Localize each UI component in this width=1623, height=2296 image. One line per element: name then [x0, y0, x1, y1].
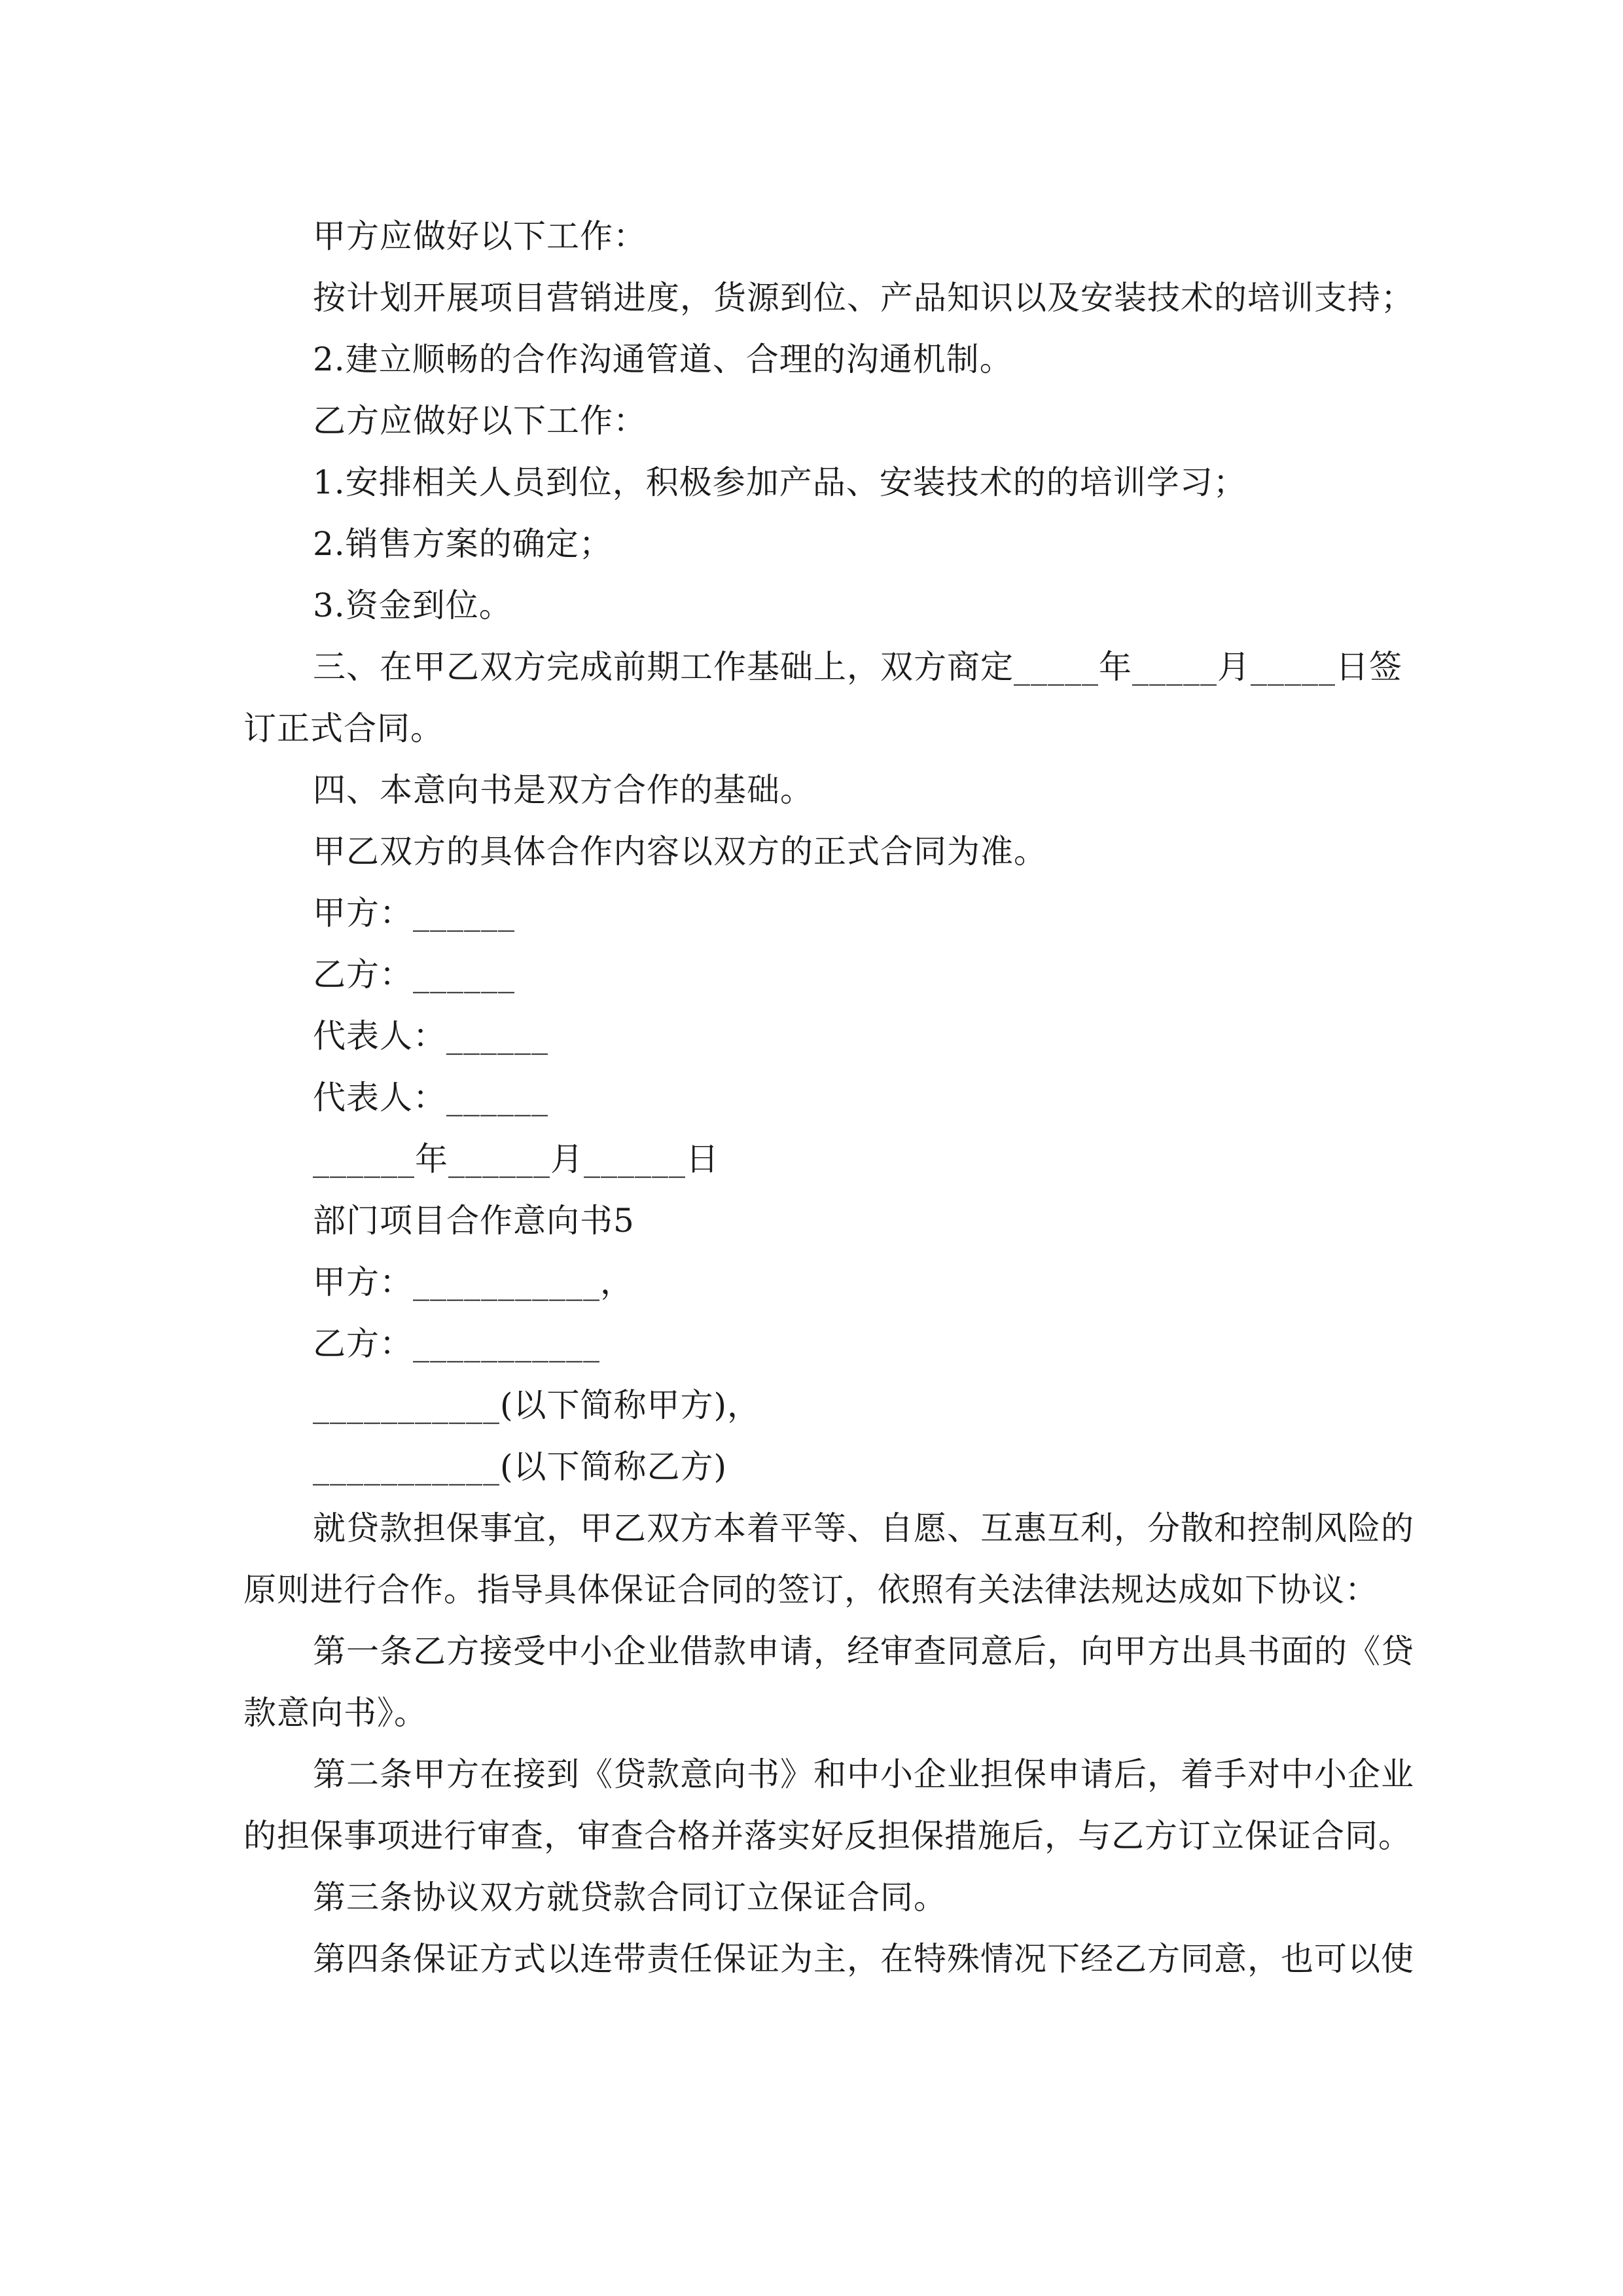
text-line: 四、本意向书是双方合作的基础。	[313, 771, 813, 809]
article-4: 第四条保证方式以连带责任保证为主，在特殊情况下经乙方同意，也可以使	[313, 1940, 1414, 1978]
text-line: 的担保事项进行审查，审查合格并落实好反担保措施后，与乙方订立保证合同。	[243, 1817, 1412, 1855]
article-3: 第三条协议双方就贷款合同订立保证合同。	[313, 1878, 947, 1916]
text-line: 3.资金到位。	[313, 586, 512, 624]
representative-line: 代表人：______	[313, 1079, 548, 1117]
text-line: 甲方应做好以下工作：	[313, 217, 647, 255]
party-a-field: 甲方：___________，	[313, 1263, 633, 1301]
article-1: 第一条乙方接受中小企业借款申请，经审查同意后，向甲方出具书面的《贷	[313, 1632, 1414, 1670]
representative-line: 代表人：______	[313, 1017, 548, 1055]
text-line: 甲乙双方的具体合作内容以双方的正式合同为准。	[313, 833, 1047, 870]
text-line: 2.建立顺畅的合作沟通管道、合理的沟通机制。	[313, 340, 1013, 378]
party-b-signature-line: 乙方：______	[313, 956, 515, 994]
party-b-short-name: ___________(以下简称乙方)	[313, 1448, 728, 1486]
text-line: 乙方应做好以下工作：	[313, 402, 647, 440]
text-line: 按计划开展项目营销进度，货源到位、产品知识以及安装技术的培训支持；	[313, 279, 1414, 317]
text-line: 2.销售方案的确定；	[313, 525, 613, 563]
text-line: 原则进行合作。指导具体保证合同的签订，依照有关法律法规达成如下协议：	[243, 1571, 1378, 1609]
text-line: 1.安排相关人员到位，积极参加产品、安装技术的的培训学习；	[313, 463, 1247, 501]
document-body	[243, 206, 1414, 1990]
section-title: 部门项目合作意向书5	[313, 1202, 635, 1240]
text-line: 订正式合同。	[243, 709, 444, 747]
text-line: 款意向书》。	[243, 1694, 427, 1732]
party-a-short-name: ___________(以下简称甲方)，	[313, 1386, 761, 1424]
date-line: ______年______月______日	[313, 1140, 719, 1178]
text-line: 就贷款担保事宜，甲乙双方本着平等、自愿、互惠互利，分散和控制风险的	[313, 1509, 1414, 1547]
article-2: 第二条甲方在接到《贷款意向书》和中小企业担保申请后，着手对中小企业	[313, 1755, 1414, 1793]
party-a-signature-line: 甲方：______	[313, 894, 515, 932]
party-b-field: 乙方：___________	[313, 1325, 600, 1363]
text-line: 三、在甲乙双方完成前期工作基础上，双方商定_____年_____月_____日签	[313, 648, 1402, 686]
